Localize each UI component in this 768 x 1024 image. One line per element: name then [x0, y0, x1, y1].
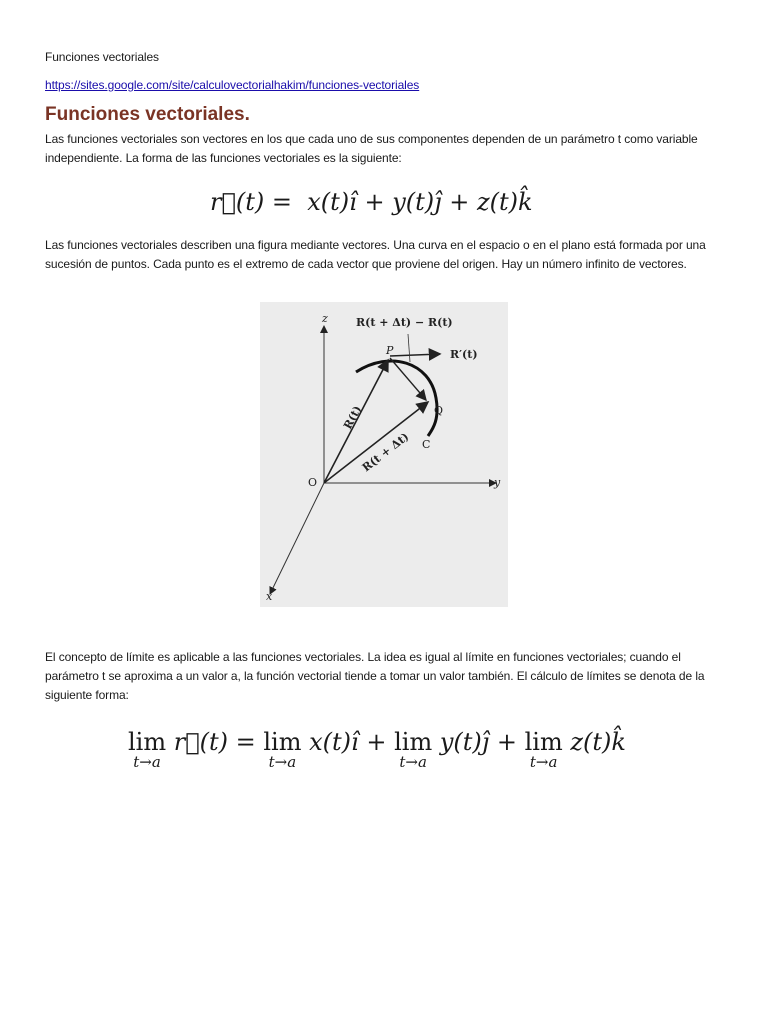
- label-origin: O: [308, 476, 318, 489]
- lim-word-2: lim: [263, 728, 302, 756]
- paragraph-intro: Las funciones vectoriales son vectores en los que cada uno de sus componentes dependen de un parámetro t como variable independiente. La forma de las funciones vectoriales es la siguiente:: [45, 132, 698, 165]
- lim-sub-3: t→a: [399, 753, 427, 771]
- lim-word-1: lim: [128, 728, 167, 756]
- label-r-t-dt: R(t + Δt): [359, 430, 412, 475]
- label-p: P: [386, 344, 394, 357]
- lim-word-4: lim: [524, 728, 563, 756]
- lim-sub-2: t→a: [268, 753, 297, 771]
- document-header: Funciones vectoriales: [45, 50, 159, 64]
- label-difference: R(t + Δt) − R(t): [356, 316, 453, 329]
- vector-r-t-dt: [324, 402, 431, 483]
- eq2-term-z: z(t)k̂: [570, 728, 626, 756]
- label-axis-z: z: [322, 312, 328, 325]
- eq2-lhs: r⃗(t) =: [173, 728, 256, 756]
- lim-operator-4: [525, 728, 563, 770]
- label-derivative: R′(t): [450, 348, 478, 361]
- label-r-t: R(t): [341, 403, 365, 432]
- lim-operator-3: [394, 728, 432, 770]
- eq2-plus-1: +: [366, 728, 387, 756]
- lim-word-3: lim: [394, 728, 433, 756]
- label-axis-x: x: [266, 590, 273, 603]
- source-link[interactable]: https://sites.google.com/site/calculovectorialhakim/funciones-vectoriales: [45, 78, 420, 92]
- lim-sub-1: t→a: [133, 753, 161, 771]
- lim-sub-4: t→a: [529, 753, 558, 771]
- label-q: Q: [434, 404, 444, 417]
- paragraph-limit: El concepto de límite es aplicable a las funciones vectoriales. La idea es igual al límite en funciones vectoriales; cuando el parámetro t se aproxima a un valor a, la función vectorial tiende a tomar un valor también. El cálculo de límites se denota de la siguiente forma:: [45, 650, 705, 702]
- lim-operator-1: [128, 728, 166, 770]
- eq1-term-x: x(t)î: [307, 188, 357, 216]
- limit-equation: [128, 728, 626, 770]
- section-title: Funciones vectoriales.: [45, 104, 250, 125]
- vector-curve-figure: [260, 302, 508, 607]
- label-axis-y: y: [494, 476, 501, 489]
- vector-function-equation: [210, 188, 533, 216]
- x-axis: [270, 483, 324, 594]
- eq2-term-x: x(t)î: [309, 728, 359, 756]
- eq1-term-z: z(t)k̂: [477, 188, 533, 216]
- eq1-plus-1: +: [364, 188, 385, 216]
- label-leader-line: [408, 334, 410, 362]
- lim-operator-2: [263, 728, 301, 770]
- eq1-plus-2: +: [449, 188, 470, 216]
- eq2-plus-2: +: [496, 728, 517, 756]
- eq2-term-y: y(t)ĵ: [439, 728, 490, 756]
- paragraph-description: Las funciones vectoriales describen una figura mediante vectores. Una curva en el espacio o en el plano está formada por una sucesión de puntos. Cada punto es el extremo de cada vector que proviene del origen. Hay un número infinito de vectores.: [45, 238, 706, 271]
- label-c: C: [422, 438, 431, 451]
- eq1-lhs: r⃗(t) =: [210, 188, 292, 216]
- vector-curve-diagram: [260, 302, 508, 607]
- vector-derivative: [390, 354, 440, 356]
- eq1-term-y: y(t)ĵ: [392, 188, 442, 216]
